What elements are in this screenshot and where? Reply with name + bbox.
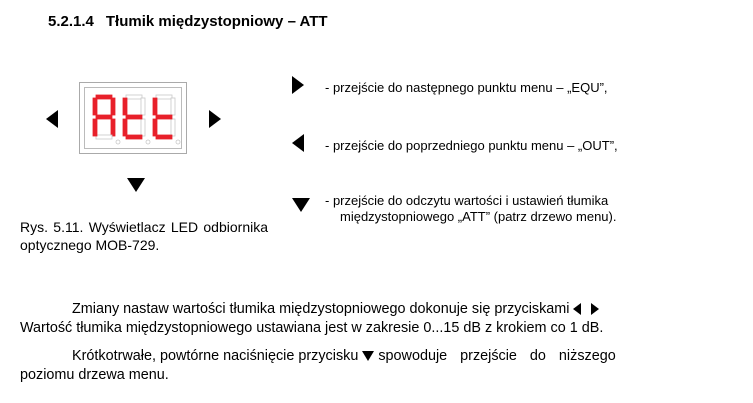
led-display-panel [84, 87, 182, 149]
led-segment-3-b [171, 98, 175, 115]
led-segment-1-g [96, 115, 112, 119]
legend-right-arrow-icon [292, 76, 304, 94]
legend-prev-text: - przejście do poprzedniego punktu menu – „OUT”, [325, 138, 618, 153]
legend-down-arrow-icon [292, 198, 310, 212]
led-segment-1-a [96, 95, 112, 99]
inline-down-arrow-icon [362, 351, 374, 361]
legend-down-text-2: międzystopniowego „ATT” (patrz drzewo menu). [340, 209, 617, 224]
paragraph-1 [72, 300, 599, 319]
led-segment-3-e [153, 119, 157, 136]
legend-left-arrow-icon [292, 134, 304, 152]
led-segment-3-a [156, 95, 172, 99]
led-segment-2-g [126, 115, 142, 119]
led-segment-1-d [96, 135, 112, 139]
paragraph-3-text-a: Krótkotrwałe, powtórne naciśnięcie przycisku [72, 348, 359, 364]
down-arrow-icon [127, 178, 145, 192]
led-segment-2-f [123, 98, 127, 115]
led-segment-3-f [153, 98, 157, 115]
led-segment-2-c [141, 119, 145, 136]
led-segment-2-b [141, 98, 145, 115]
led-decimal-point-2 [146, 140, 150, 144]
led-segment-3-d [156, 135, 172, 139]
section-number: 5.2.1.4 [48, 13, 94, 30]
paragraph-3-text-b: spowoduje przejście do niższego [378, 348, 616, 364]
left-arrow-icon [46, 110, 58, 128]
inline-right-arrow-icon [591, 303, 599, 315]
led-segment-1-c [111, 119, 115, 136]
legend-next-text: - przejście do następnego punktu menu – „EQU”, [325, 80, 608, 95]
paragraph-1-text: Zmiany nastaw wartości tłumika międzystopniowego dokonuje się przyciskami [72, 301, 570, 317]
led-segment-1-f [93, 98, 97, 115]
right-arrow-icon [209, 110, 221, 128]
legend-down-text-1: - przejście do odczytu wartości i ustawień tłumika [325, 193, 609, 208]
inline-left-arrow-icon [573, 303, 581, 315]
led-decimal-point-1 [116, 140, 120, 144]
led-display [79, 82, 187, 154]
led-segment-2-a [126, 95, 142, 99]
led-segment-1-b [111, 98, 115, 115]
paragraph-3 [72, 347, 732, 366]
led-segment-3-g [156, 115, 172, 119]
section-heading [48, 13, 328, 30]
led-segment-3-c [171, 119, 175, 136]
led-digits [85, 88, 181, 148]
led-segment-1-e [93, 119, 97, 136]
led-segment-2-e [123, 119, 127, 136]
figure-caption: Rys. 5.11. Wyświetlacz LED odbiornika optycznego MOB-729. [20, 219, 268, 253]
section-title: Tłumik międzystopniowy – ATT [105, 13, 328, 30]
led-decimal-point-3 [176, 140, 180, 144]
paragraph-4: poziomu drzewa menu. [20, 367, 169, 383]
paragraph-2: Wartość tłumika międzystopniowego ustawiana jest w zakresie 0...15 dB z krokiem co 1 dB. [20, 320, 604, 336]
led-segment-2-d [126, 135, 142, 139]
